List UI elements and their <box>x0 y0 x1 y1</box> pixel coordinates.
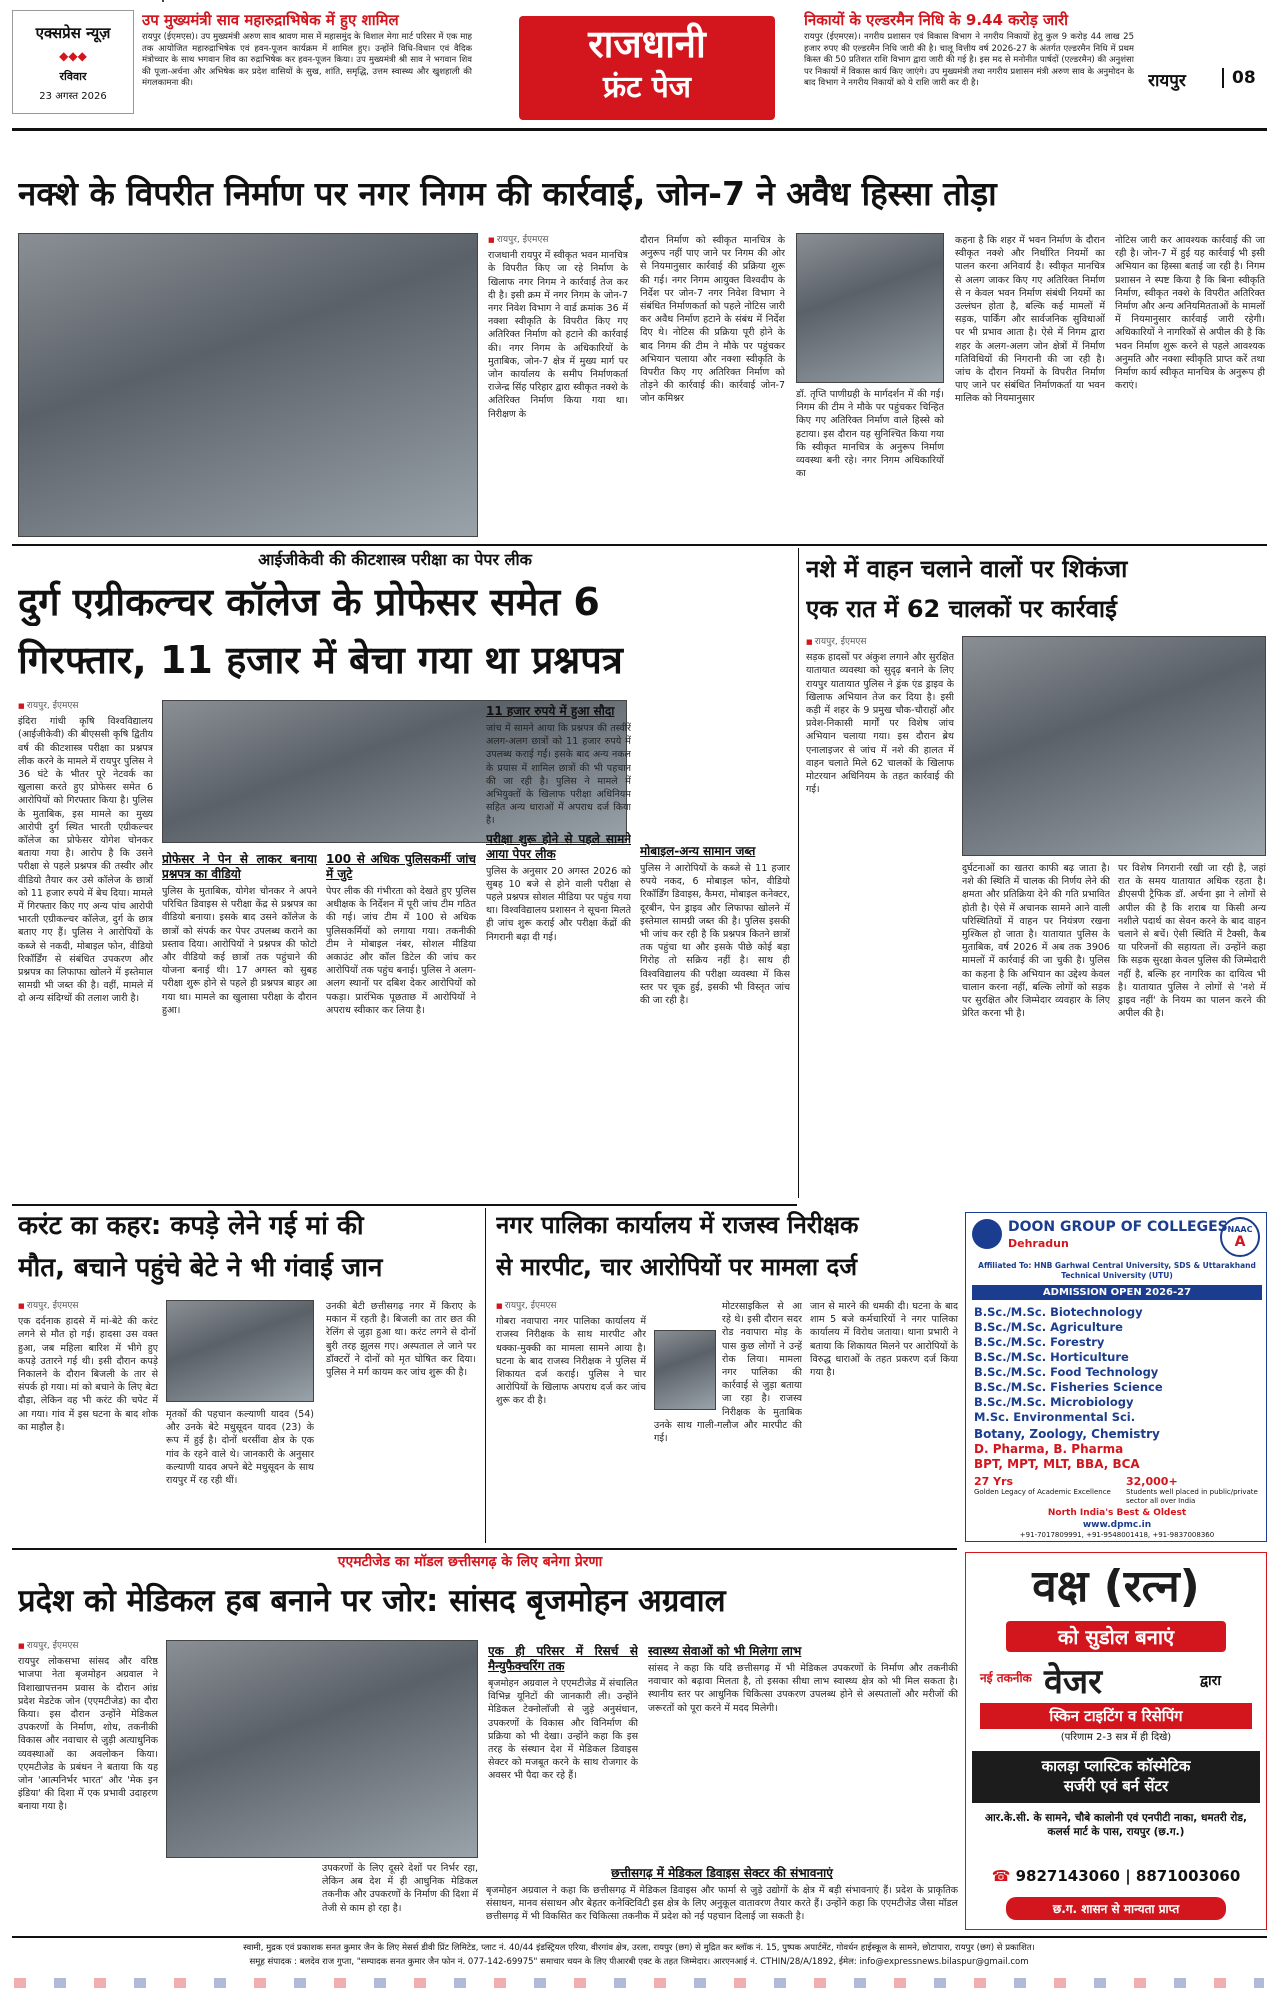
story4-victim-photo <box>166 1300 314 1402</box>
top-left-headline: उप मुख्यमंत्री साव महारुद्राभिषेक में हुए शामिल <box>142 11 399 29</box>
story4-headline-line2: मौत, बचाने पहुंचे बेटे ने भी गंवाई जान <box>18 1253 383 1283</box>
naac-badge <box>1220 1217 1260 1257</box>
top-right-body: रायपुर (ईएमएस)। नगरीय प्रशासन एवं विकास विभाग ने नगरीय निकायों हेतु कुल 9 करोड़ 44 लाख 25 हजार रुपए की एल्डरमैन निधि जारी की है। चालू वित्तीय वर्ष 2026-27 के अंतर्गत एल्डरमैन निधि में प्रथम किस्त की 50 प्रतिशत राशि विभाग द्वारा जारी की गई है। इस मद से मनोनीत पार्षदों (एल्डरमैन) की अनुशंसा पर निकायों में विकास कार्य किए जाएंगे। उप मुख्यमंत्री तथा नगरीय प्रशासन मंत्री अरुण साव के अनुमोदन के बाद विभाग ने नगरीय निकायों को ये राशि जारी कर दी है। <box>804 32 1134 88</box>
ad-doon-colleges[interactable] <box>965 1212 1267 1542</box>
doon-city: Dehradun <box>1008 1237 1069 1250</box>
story5-col2-text: मोटरसाइकिल से आ रहे थे। इसी दौरान सदर रोड नवापारा मोड़ के पास कुछ लोगों ने उन्हें रोक लिया। मामला नगर पालिका की कार्रवाई से जुड़ा बताया जा रहा है। राजस्व निरीक्षक के मुताबिक उनके साथ गाली-गलौज और मारपीट की गई। <box>654 1301 802 1445</box>
course-item: B.Sc./M.Sc. Fisheries Science <box>974 1380 1163 1394</box>
story5-headline-line1: नगर पालिका कार्यालय में राजस्व निरीक्षक <box>496 1211 859 1239</box>
story4-col3: उनकी बेटी छत्तीसगढ़ नगर में किराए के मकान में रहती है। बिजली का तार छत की रेलिंग से जुड़ा हुआ था। करंट लगने से दोनों बुरी तरह झुलस गए। अस्पताल ले जाने पर डॉक्टरों ने दोनों को मृत घोषित कर दिया। पुलिस ने मर्ग कायम कर जांच शुरू की है। <box>326 1301 476 1379</box>
kalda-title: वक्ष (रत्न) <box>1032 1561 1200 1612</box>
story4-col2: मृतकों की पहचान कल्याणी यादव (54) और उनके बेटे मधुसूदन यादव (23) के रूप में हुई है। दोनों धरसींवा क्षेत्र के एक गांव के रहने वाले थे। जानकारी के अनुसार कल्याणी यादव अपने बेटे मधुसूदन के साथ रायपुर में रह रही थीं। <box>166 1409 314 1487</box>
story2-col5 <box>640 840 790 1240</box>
story2-arrested-photo <box>162 0 164 2</box>
story6-dateline: ■ रायपुर, ईएमएस <box>18 1640 158 1653</box>
course-item: M.Sc. Environmental Sci. <box>974 1410 1136 1424</box>
top-right-brief <box>804 10 1134 122</box>
doon-more3: BPT, MPT, MLT, BBA, BCA <box>974 1457 1140 1471</box>
story2-subhead3: 11 हजार रुपये में हुआ सौदा <box>486 704 615 718</box>
story3-col3: पर विशेष निगरानी रखी जा रही है, जहां रात के समय यातायात अधिक रहता है। डीएसपी ट्रैफिक डॉ. अर्चना झा ने लोगों से अपील की है कि शराब या किसी अन्य नशीले पदार्थ का सेवन करने के बाद वाहन चलाने से बचें। ऐसी स्थिति में टैक्सी, कैब या परिजनों की सहायता लें। उन्होंने कहा कि सड़क सुरक्षा केवल पुलिस की जिम्मेदारी नहीं है, बल्कि हर नागरिक का दायित्व भी है। यातायात पुलिस ने लोगों से 'नशे में ड्राइव नहीं' के नियम का पालन करने की अपील की है। <box>1118 863 1266 1020</box>
ad-kalda-clinic[interactable] <box>965 1552 1267 1930</box>
story1-bottom-rule <box>12 544 1267 546</box>
course-item: B.Sc./M.Sc. Food Technology <box>974 1365 1159 1379</box>
doon-best: North India's Best & Oldest <box>1047 1508 1187 1518</box>
story6-subhead3: छत्तीसगढ़ में मेडिकल डिवाइस सेक्टर की संभावनाएं <box>611 1866 833 1880</box>
kalda-service: स्किन टाइटिंग व रिसेपिंग <box>980 1703 1252 1729</box>
story5-left-rule <box>485 1208 486 1543</box>
story6-subhead2: स्वास्थ्य सेवाओं को भी मिलेगा लाभ <box>648 1644 802 1658</box>
naac-grade: A <box>1234 1234 1246 1250</box>
masthead-rule <box>12 128 1267 131</box>
doon-phones: +91-7017809991, +91-9548001418, +91-9837008360 <box>1019 1531 1215 1539</box>
story2-col2 <box>162 848 317 1238</box>
story2-col2-text: पुलिस के मुताबिक, योगेश चोनकर ने अपने परिचित डिवाइस से परीक्षा केंद्र से प्रश्नपत्र का वीडियो बनाया। इसके बाद उसने कॉलेज के छात्रों को संपर्क कर पेपर उपलब्ध कराने का प्रस्ताव दिया। आरोपियों ने प्रश्नपत्र की फोटो और वीडियो कई छात्रों तक पहुंचाने की योजना बनाई थी। 17 अगस्त को सुबह परीक्षा शुरू होने से पहले ही प्रश्नपत्र बाहर आ गया था। मामले का खुलासा परीक्षा के दौरान हुआ। <box>162 886 317 1016</box>
story6-col1 <box>18 1640 158 1930</box>
phone-icon: ☎ <box>991 1867 1016 1885</box>
city-label: रायपुर <box>1148 71 1186 91</box>
course-item: B.Sc./M.Sc. Horticulture <box>974 1350 1129 1364</box>
story1-headline: नक्शे के विपरीत निर्माण पर नगर निगम की कार्रवाई, जोन-7 ने अवैध हिस्सा तोड़ा <box>18 174 997 213</box>
story6-medtech-photo <box>166 1640 478 1858</box>
kalda-address: आर.के.सी. के सामने, चौबे कालोनी एवं एनपीटी नाका, धमतरी रोड, कलर्स मार्ट के पास, रायपुर (छ.ग.) <box>985 1812 1247 1838</box>
story2-col1 <box>18 700 153 1240</box>
story5-col1-text: गोबरा नवापारा नगर पालिका कार्यालय में राजस्व निरीक्षक के साथ मारपीट और धक्का-मुक्की का मामला सामने आया है। घटना के बाद राजस्व निरीक्षक ने पुलिस में शिकायत दर्ज कराई। पुलिस ने चार आरोपियों के खिलाफ अपराध दर्ज कर जांच शुरू कर दी है। <box>496 1316 646 1407</box>
story2-col3-text: पेपर लीक की गंभीरता को देखते हुए पुलिस अधीक्षक के निर्देशन में पूरी जांच टीम गठित की गई। जांच टीम में 100 से अधिक पुलिसकर्मियों को लगाया गया। तकनीकी टीम ने मोबाइल नंबर, सोशल मीडिया अकाउंट और कॉल डिटेल की जांच कर आरोपियों तक पहुंच बनाई। पुलिस ने अलग-अलग स्थानों पर दबिश देकर आरोपियों को पकड़ा। प्रारंभिक पूछताछ में आरोपियों ने अपराध स्वीकार कर लिया है। <box>326 886 476 1016</box>
story1-col1 <box>488 234 628 539</box>
doon-course-list <box>974 1305 1264 1425</box>
story4-headline-line1: करंट का कहर: कपड़े लेने गई मां की <box>18 1211 364 1241</box>
story5-headline-line2: से मारपीट, चार आरोपियों पर मामला दर्ज <box>496 1253 858 1281</box>
story6-col3-text: सांसद ने कहा कि यदि छत्तीसगढ़ में भी मेडिकल उपकरणों के निर्माण और तकनीकी नवाचार को बढ़ावा मिलता है, तो इसका सीधा लाभ स्वास्थ्य क्षेत्र को भी मिल सकता है। स्थानीय स्तर पर आधुनिक चिकित्सा उपकरण उपलब्ध होने से अस्पतालों और मरीजों की जरूरतों को पूरा करने में मदद मिलेगी। <box>648 1663 958 1714</box>
story2-col1-text: इंदिरा गांधी कृषि विश्वविद्यालय (आईजीकेवी) की बीएससी कृषि द्वितीय वर्ष की कीटशास्त्र परीक्षा का प्रश्नपत्र लीक करने के मामले में रायपुर पुलिस ने 36 घंटे के भीतर पूरे नेटवर्क का खुलासा करते हुए प्रोफेसर समेत 6 आरोपियों को गिरफ्तार किया है। पुलिस के मुताबिक, इस मामले का मुख्य आरोपी दुर्ग स्थित भारती एग्रीकल्चर कॉलेज का प्रोफेसर योगेश चोनकर बताया गया है। आरोप है कि उसने परीक्षा से पहले प्रश्नपत्र की तस्वीर और वीडियो तैयार कर उसे कॉलेज के छात्रों को 11 हजार रुपये में बेच दिया। मामले में गिरफ्तार किए गए अन्य पांच आरोपी भारती एग्रीकल्चर कॉलेज, दुर्ग के छात्र बताए गए हैं। पुलिस ने आरोपियों के कब्जे से नकदी, मोबाइल फोन, वीडियो रिकॉर्डिंग से संबंधित उपकरण और प्रश्नपत्र का लिफाफा खोलने में इस्तेमाल सामग्री भी जब्त की है। वहीं, मामले में दो अन्य संदिग्धों की तलाश जारी है। <box>18 716 153 1005</box>
kalda-new-tech: नई तकनीक <box>980 1671 1032 1685</box>
top-right-headline: निकायों के एल्डरमैन निधि के 9.44 करोड़ जारी <box>804 11 1068 29</box>
mid-bottom-rule <box>12 1548 957 1550</box>
doon-brand: DOON GROUP OF COLLEGES <box>1008 1219 1228 1235</box>
course-item: B.Sc./M.Sc. Microbiology <box>974 1395 1134 1409</box>
kalda-phone2[interactable]: 8871003060 <box>1135 1867 1241 1885</box>
course-item: B.Sc./M.Sc. Biotechnology <box>974 1305 1143 1319</box>
doon-students-text: Students well placed in public/private sector all over India <box>1126 1488 1258 1505</box>
date: 23 अगस्त 2026 <box>39 91 107 102</box>
doon-legacy: Golden Legacy of Academic Excellence <box>974 1488 1111 1496</box>
section-title-box <box>519 16 775 120</box>
story2-col5-text: पुलिस ने आरोपियों के कब्जे से 11 हजार रुपये नकद, 6 मोबाइल फोन, वीडियो रिकॉर्डिंग डिवाइस, कैमरा, मोबाइल कनेक्टर, दूरबीन, पेन ड्राइव और लिफाफा खोलने में इस्तेमाल सामग्री जब्त की है। पुलिस इसकी भी जांच कर रही है कि प्रश्नपत्र कितने छात्रों तक पहुंचा था और इसके पीछे कोई बड़ा गिरोह तो सक्रिय नहीं है। साथ ही विश्वविद्यालय की परीक्षा व्यवस्था में किस स्तर पर चूक हुई, इसकी भी विस्तृत जांच की जा रही है। <box>640 863 790 1007</box>
story2-col4b-text: पुलिस के अनुसार 20 अगस्त 2026 को सुबह 10 बजे से होने वाली परीक्षा से पहले प्रश्नपत्र सोशल मीडिया पर पहुंच गया था। विश्वविद्यालय प्रशासन ने सूचना मिलते ही जांच शुरू कराई और परीक्षा केंद्रों की निगरानी बढ़ा दी गई। <box>486 865 631 943</box>
story2-bottom-rule <box>12 1204 797 1206</box>
story5-col2 <box>654 1300 802 1540</box>
imprint-line2: समूह संपादक : बलदेव राज गुप्ता, "सम्पादक सनत कुमार जैन फोन नं. 077-142-69975" समाचार चयन के लिए पीआरबी एक्ट के तहत जिम्मेदार। आरएनआई नं. CTHIN/28/A/1892, ईमेल: info@expressnews.bilaspur@gmail.com <box>249 1957 1029 1967</box>
story4-col1 <box>18 1300 158 1540</box>
doon-affiliation: Affiliated To: HNB Garhwal Central University, SDS & Uttarakhand Technical University (UTU) <box>978 1261 1256 1280</box>
story6-kicker: एएमटीजेड का मॉडल छत्तीसगढ़ के लिए बनेगा प्रेरणा <box>337 1554 603 1570</box>
story1-col4: नोटिस जारी कर आवश्यक कार्रवाई की जा रही है। जोन-7 में हुई यह कार्रवाई भी इसी अभियान का हिस्सा बताई जा रही है। निगम प्रशासन ने स्पष्ट किया है कि बिना स्वीकृति निर्माण, स्वीकृत नक्शे के विपरीत अतिरिक्त निर्माण और अन्य अनियमितताओं के मामलों में नियमानुसार कार्रवाई जारी रहेगी। अधिकारियों ने नागरिकों से अपील की है कि भवन निर्माण शुरू करने से पहले आवश्यक अनुमति और नक्शा स्वीकृति प्राप्त करें तथा निर्माण कार्य स्वीकृत मानचित्र के अनुरूप ही कराएं। <box>1115 235 1265 392</box>
doon-more2: D. Pharma, B. Pharma <box>974 1442 1124 1456</box>
story1-col3: कहना है कि शहर में भवन निर्माण के दौरान स्वीकृत नक्शे और निर्धारित नियमों का पालन करना अनिवार्य है। स्वीकृत मानचित्र से अलग जाकर किए गए अतिरिक्त निर्माण से न केवल भवन निर्माण संबंधी नियमों का उल्लंघन होता है, बल्कि कई मामलों में सड़क, पार्किंग और सार्वजनिक सुविधाओं पर भी प्रभाव आता है। ऐसे में निगम द्वारा शहर के अलग-अलग जोन क्षेत्रों में निर्माण गतिविधियों की निगरानी की जा रही है। जांच के दौरान नियमों के विपरीत निर्माण पाए जाने पर संबंधित निर्माणकर्ता या भवन मालिक को नियमानुसार <box>955 235 1105 405</box>
story2-subhead4: परीक्षा शुरू होने से पहले सामने आया पेपर लीक <box>486 831 631 861</box>
story2-kicker-box <box>190 548 600 572</box>
kalda-clinic2: सर्जरी एवं बर्न सेंटर <box>1063 1777 1169 1795</box>
day: रविवार <box>59 70 87 83</box>
kalda-brand: वेजर <box>1044 1662 1103 1702</box>
story6-col4-text: बृजमोहन अग्रवाल ने कहा कि छत्तीसगढ़ में मेडिकल डिवाइस और फार्मा से जुड़े उद्योगों के क्षेत्र में बड़ी संभावनाएं हैं। प्रदेश के प्राकृतिक संसाधन, मानव संसाधन और बेहतर कनेक्टिविटी इस क्षेत्र के लिए अनुकूल वातावरण तैयार करते हैं। उन्होंने कहा कि एएमटीजेड जैसा मॉडल छत्तीसगढ़ में भी विकसित कर चिकित्सा तकनीक में प्रदेश को नई पहचान दिलाई जा सकती है। <box>486 1885 958 1923</box>
kalda-clinic1: कालड़ा प्लास्टिक कॉस्मेटिक <box>1041 1757 1191 1775</box>
imprint-line1: स्वामी, मुद्रक एवं प्रकाशक सनत कुमार जैन के लिए मेसर्स डीवी प्रिंट लिमिटेड, प्लाट नं. 40/44 इंडस्ट्रियल एरिया, वीरगांव क्षेत्र, उरला, रायपुर (छग) से मुद्रित कर ब्लॉक नं. 15, पुष्पक अपार्टमेंट, गोवर्धन हाईस्कूल के सामने, छोटापारा, रायपुर (छग) से प्रकाशित। <box>243 1943 1035 1953</box>
story1-col2: दौरान निर्माण को स्वीकृत मानचित्र के अनुरूप नहीं पाए जाने पर निगम की ओर से नियमानुसार कार्रवाई की प्रक्रिया शुरू की गई। नगर निगम आयुक्त विश्वदीप के निर्देश पर जोन-7 नगर निवेश विभाग ने संबंधित निर्माणकर्ता को पहले नोटिस जारी कर अवैध निर्माण हटाने के संबंध में निर्देश दिए थे। नोटिस की प्रक्रिया पूरी होने के बाद निगम की टीम ने मौके पर पहुंचकर अभियान चलाया और नक्शा स्वीकृति के विपरीत किए गए अतिरिक्त निर्माण को तोड़ने की कार्रवाई की। कार्रवाई जोन-7 जोन कमिश्नर <box>640 235 785 405</box>
story6-col2 <box>488 1640 638 1858</box>
top-left-brief <box>142 10 472 122</box>
kalda-phone1[interactable]: 9827143060 <box>1015 1867 1120 1885</box>
story2-col4a-text: जांच में सामने आया कि प्रश्नपत्र की तस्वीरें अलग-अलग छात्रों को 11 हजार रुपये में उपलब्ध कराई गईं। इसके बाद अन्य नकल के प्रयास में शामिल छात्रों की भी पहचान की जा रही है। पुलिस ने मामले में अभियुक्तों के खिलाफ परीक्षा अधिनियम सहित अन्य धाराओं में अपराध दर्ज किया है। <box>486 723 631 827</box>
story6-col3 <box>648 1640 958 1858</box>
story5-col3: जान से मारने की धमकी दी। घटना के बाद शाम 5 बजे कर्मचारियों ने नगर पालिका कार्यालय में विरोध जताया। थाना प्रभारी ने बताया कि शिकायत मिलने पर आरोपियों के विरुद्ध धाराओं के तहत प्रकरण दर्ज किया गया है। <box>810 1301 958 1379</box>
story1-col1-text: राजधानी रायपुर में स्वीकृत भवन मानचित्र के विपरीत किए जा रहे निर्माण के खिलाफ नगर निगम ने कार्रवाई तेज कर दी है। इसी क्रम में नगर निगम के जोन-7 नगर निवेश विभाग ने वार्ड क्रमांक 36 में नक्शा स्वीकृति के विपरीत किए गए अतिरिक्त निर्माण को हटाने की कार्रवाई की। नगर निगम के अधिकारियों के मुताबिक, जोन-7 क्षेत्र में मुख्य मार्ग पर जोन कार्यालय के समीप निर्माणकर्ता राजेन्द्र सिंह परिहार द्वारा स्वीकृत नक्शे के अतिरिक्त निर्माण किया गया था। निरीक्षण के <box>488 250 628 420</box>
paper-name: एक्सप्रेस न्यूज़ <box>35 24 111 42</box>
story1-demolition-photo <box>18 233 478 537</box>
story2-subhead5: मोबाइल-अन्य सामान जब्त <box>640 844 756 858</box>
registration-marks <box>14 1978 1264 1988</box>
doon-admission: ADMISSION OPEN 2026-27 <box>972 1285 1262 1300</box>
logo-mark-icon: ◆◆◆ <box>59 49 87 63</box>
doon-logo-icon <box>972 1219 1002 1249</box>
naac-label: NAAC <box>1227 1225 1253 1234</box>
story3-dateline: ■ रायपुर, ईएमएस <box>806 636 954 649</box>
story5-col1 <box>496 1300 646 1540</box>
story1-official-photo <box>796 233 944 383</box>
doon-more1: Botany, Zoology, Chemistry <box>974 1427 1160 1441</box>
story3-col1 <box>806 636 954 1196</box>
story6-col2-text: बृजमोहन अग्रवाल ने एएमटीजेड में संचालित विभिन्न यूनिटों की जानकारी ली। उन्होंने मेडिकल टेक्नोलॉजी से जुड़े अनुसंधान, उपकरणों के विकास और विनिर्माण की प्रक्रिया को भी देखा। उन्होंने कहा कि इस तरह के संस्थान देश में मेडिकल डिवाइस सेक्टर को मजबूत करने के साथ रोजगार के अवसर भी पैदा कर रहे हैं। <box>488 1678 638 1782</box>
story4-col1-text: एक दर्दनाक हादसे में मां-बेटे की करंट लगने से मौत हो गई। हादसा उस वक्त हुआ, जब महिला बारिश में भीगे हुए कपड़े उतारने गई थी। इसी दौरान कपड़े निकालने के दौरान बिजली के तार से संपर्क हो गया। मां को बचाने के लिए बेटा दौड़ा, लेकिन वह भी करंट की चपेट में आ गया। गांव में इस घटना के बाद शोक का माहौल है। <box>18 1316 158 1433</box>
footer-rule <box>12 1936 1267 1938</box>
story1-photo-text: डॉ. तृप्ति पाणीग्रही के मार्गदर्शन में की गई। निगम की टीम ने मौके पर पहुंचकर चिन्हित किए गए अतिरिक्त निर्माण वाले हिस्से को हटाया। इस दौरान यह सुनिश्चित किया गया कि स्वीकृत मानचित्र के अनुरूप निर्माण व्यवस्था बनी रहे। नगर निगम अधिकारियों का <box>796 389 944 480</box>
story2-col3 <box>326 848 476 1238</box>
course-item: B.Sc./M.Sc. Agriculture <box>974 1320 1123 1334</box>
kalda-result: (परिणाम 2-3 सत्र में ही दिखे) <box>1060 1732 1172 1743</box>
story6-headline: प्रदेश को मेडिकल हब बनाने पर जोर: सांसद बृजमोहन अग्रवाल <box>18 1583 726 1619</box>
story6-subhead1: एक ही परिसर में रिसर्च से मैन्युफैक्चरिंग तक <box>488 1644 638 1673</box>
story3-col2: दुर्घटनाओं का खतरा काफी बढ़ जाता है। नशे की स्थिति में चालक की निर्णय लेने की क्षमता और प्रतिक्रिया देने की गति प्रभावित होती है। ऐसे में अचानक सामने आने वाली परिस्थितियों में वाहन पर नियंत्रण रखना मुश्किल हो जाता है। यातायात पुलिस के मुताबिक, वर्ष 2026 में अब तक 3906 मामलों में कार्रवाई की जा चुकी है। पुलिस का कहना है कि अभियान का उद्देश्य केवल चालान करना नहीं, बल्कि लोगों को सड़क पर सुरक्षित और जिम्मेदार व्यवहार के लिए प्रेरित करना भी है। <box>962 863 1110 1020</box>
story5-dateline: ■ रायपुर, ईएमएस <box>496 1300 646 1313</box>
kalda-clinic-box <box>972 1751 1260 1803</box>
story6-col1-text: रायपुर लोकसभा सांसद और वरिष्ठ भाजपा नेता बृजमोहन अग्रवाल ने विशाखापत्तनम प्रवास के दौरान आंध्र प्रदेश मेडटेक जोन (एएमटीजेड) का दौरा किया। इस दौरान उन्होंने मेडिकल उपकरणों के निर्माण, शोध, तकनीकी विकास और नवाचार से जुड़ी अत्याधुनिक व्यवस्थाओं का अवलोकन किया। एएमटीजेड के प्रबंधन ने बताया कि यह जोन 'आत्मनिर्भर भारत' और 'मेक इन इंडिया' की दिशा में एक प्रभावी उदाहरण बनाया गया है। <box>18 1656 158 1813</box>
doon-students: 32,000+ <box>1126 1475 1178 1488</box>
story3-col1-text: सड़क हादसों पर अंकुश लगाने और सुरक्षित यातायात व्यवस्था को सुदृढ़ बनाने के लिए रायपुर यातायात पुलिस ने ड्रंक एंड ड्राइव के खिलाफ अभियान तेज कर दिया है। इसी कड़ी में शहर के 9 प्रमुख चौक-चौराहों और प्रवेश-निकासी मार्गों पर विशेष जांच अभियान चलाया गया। इस दौरान ब्रेथ एनालाइजर से जांच में नशे की हालत में वाहन चलाते मिले 62 चालकों के खिलाफ मोटरयान अधिनियम के तहत कार्रवाई की गई। <box>806 652 954 796</box>
kalda-dwara: द्वारा <box>1200 1673 1222 1689</box>
kalda-badge: छ.ग. शासन से मान्यता प्राप्त <box>1006 1897 1226 1920</box>
story5-inspector-photo <box>654 1330 716 1410</box>
story2-subhead1: प्रोफेसर ने पेन से लाकर बनाया प्रश्नपत्र का वीडियो <box>162 852 317 881</box>
doon-web[interactable]: www.dpmc.in <box>1082 1520 1152 1530</box>
section-title-line1: राजधानी <box>588 22 706 66</box>
page-number: 08 <box>1222 68 1272 88</box>
top-left-body: रायपुर (ईएमएस)। उप मुख्यमंत्री अरुण साव श्रावण मास में महासमुंद के विशाल मेगा मार्ट परिसर में एक माह तक आयोजित महारुद्राभिषेक एवं हवन-पूजन कार्यक्रम में शामिल हुए। उन्होंने विधि-विधान एवं वैदिक मंत्रोच्चार के साथ भगवान शिव का रुद्राभिषेक कर हवन-पूजन किया। उप मुख्यमंत्री श्री साव ने भगवान शिव की पूजा-अर्चना और अभिषेक कर प्रदेश वासियों के सुख, शांति, समृद्धि, उत्तम स्वास्थ्य और खुशहाली की मंगलकामना की। <box>142 32 472 88</box>
story2-dateline: ■ रायपुर, ईएमएस <box>18 700 153 713</box>
story3-headline-line2: एक रात में 62 चालकों पर कार्रवाई <box>806 595 1117 623</box>
section-title-line2: फ्रंट पेज <box>603 70 691 105</box>
course-item: B.Sc./M.Sc. Forestry <box>974 1335 1105 1349</box>
masthead-logo-box <box>12 10 134 114</box>
story3-headline-line1: नशे में वाहन चलाने वालों पर शिकंजा <box>806 555 1128 583</box>
doon-years: 27 Yrs <box>974 1475 1014 1488</box>
story3-vehicles-photo <box>962 636 1266 856</box>
story4-dateline: ■ रायपुर, ईएमएस <box>18 1300 158 1313</box>
story2-headline-line2: गिरफ्तार, 11 हजार में बेचा गया था प्रश्नपत्र <box>18 638 623 682</box>
story6-col4 <box>322 1862 958 1930</box>
story2-kicker: आईजीकेवी की कीटशास्त्र परीक्षा का पेपर लीक <box>258 550 532 569</box>
kalda-phone-row: ☎ 9827143060 | 8871003060 <box>991 1867 1241 1885</box>
story6-photo-caption: उपकरणों के लिए दूसरे देशों पर निर्भर रहा, लेकिन अब देश में ही आधुनिक मेडिकल तकनीक और उपकरणों के निर्माण की दिशा में तेजी से काम हो रहा है। <box>322 1863 478 1914</box>
story2-headline-line1: दुर्ग एग्रीकल्चर कॉलेज के प्रोफेसर समेत 6 <box>18 580 600 624</box>
story1-dateline: ■ रायपुर, ईएमएस <box>488 234 628 247</box>
story6-kicker-box <box>230 1551 710 1573</box>
story2-col4 <box>486 700 631 1240</box>
story3-left-rule <box>798 548 799 1198</box>
kalda-tagline: को सुडोल बनाएं <box>1006 1621 1226 1652</box>
story2-subhead2: 100 से अधिक पुलिसकर्मी जांच में जुटे <box>326 852 476 881</box>
